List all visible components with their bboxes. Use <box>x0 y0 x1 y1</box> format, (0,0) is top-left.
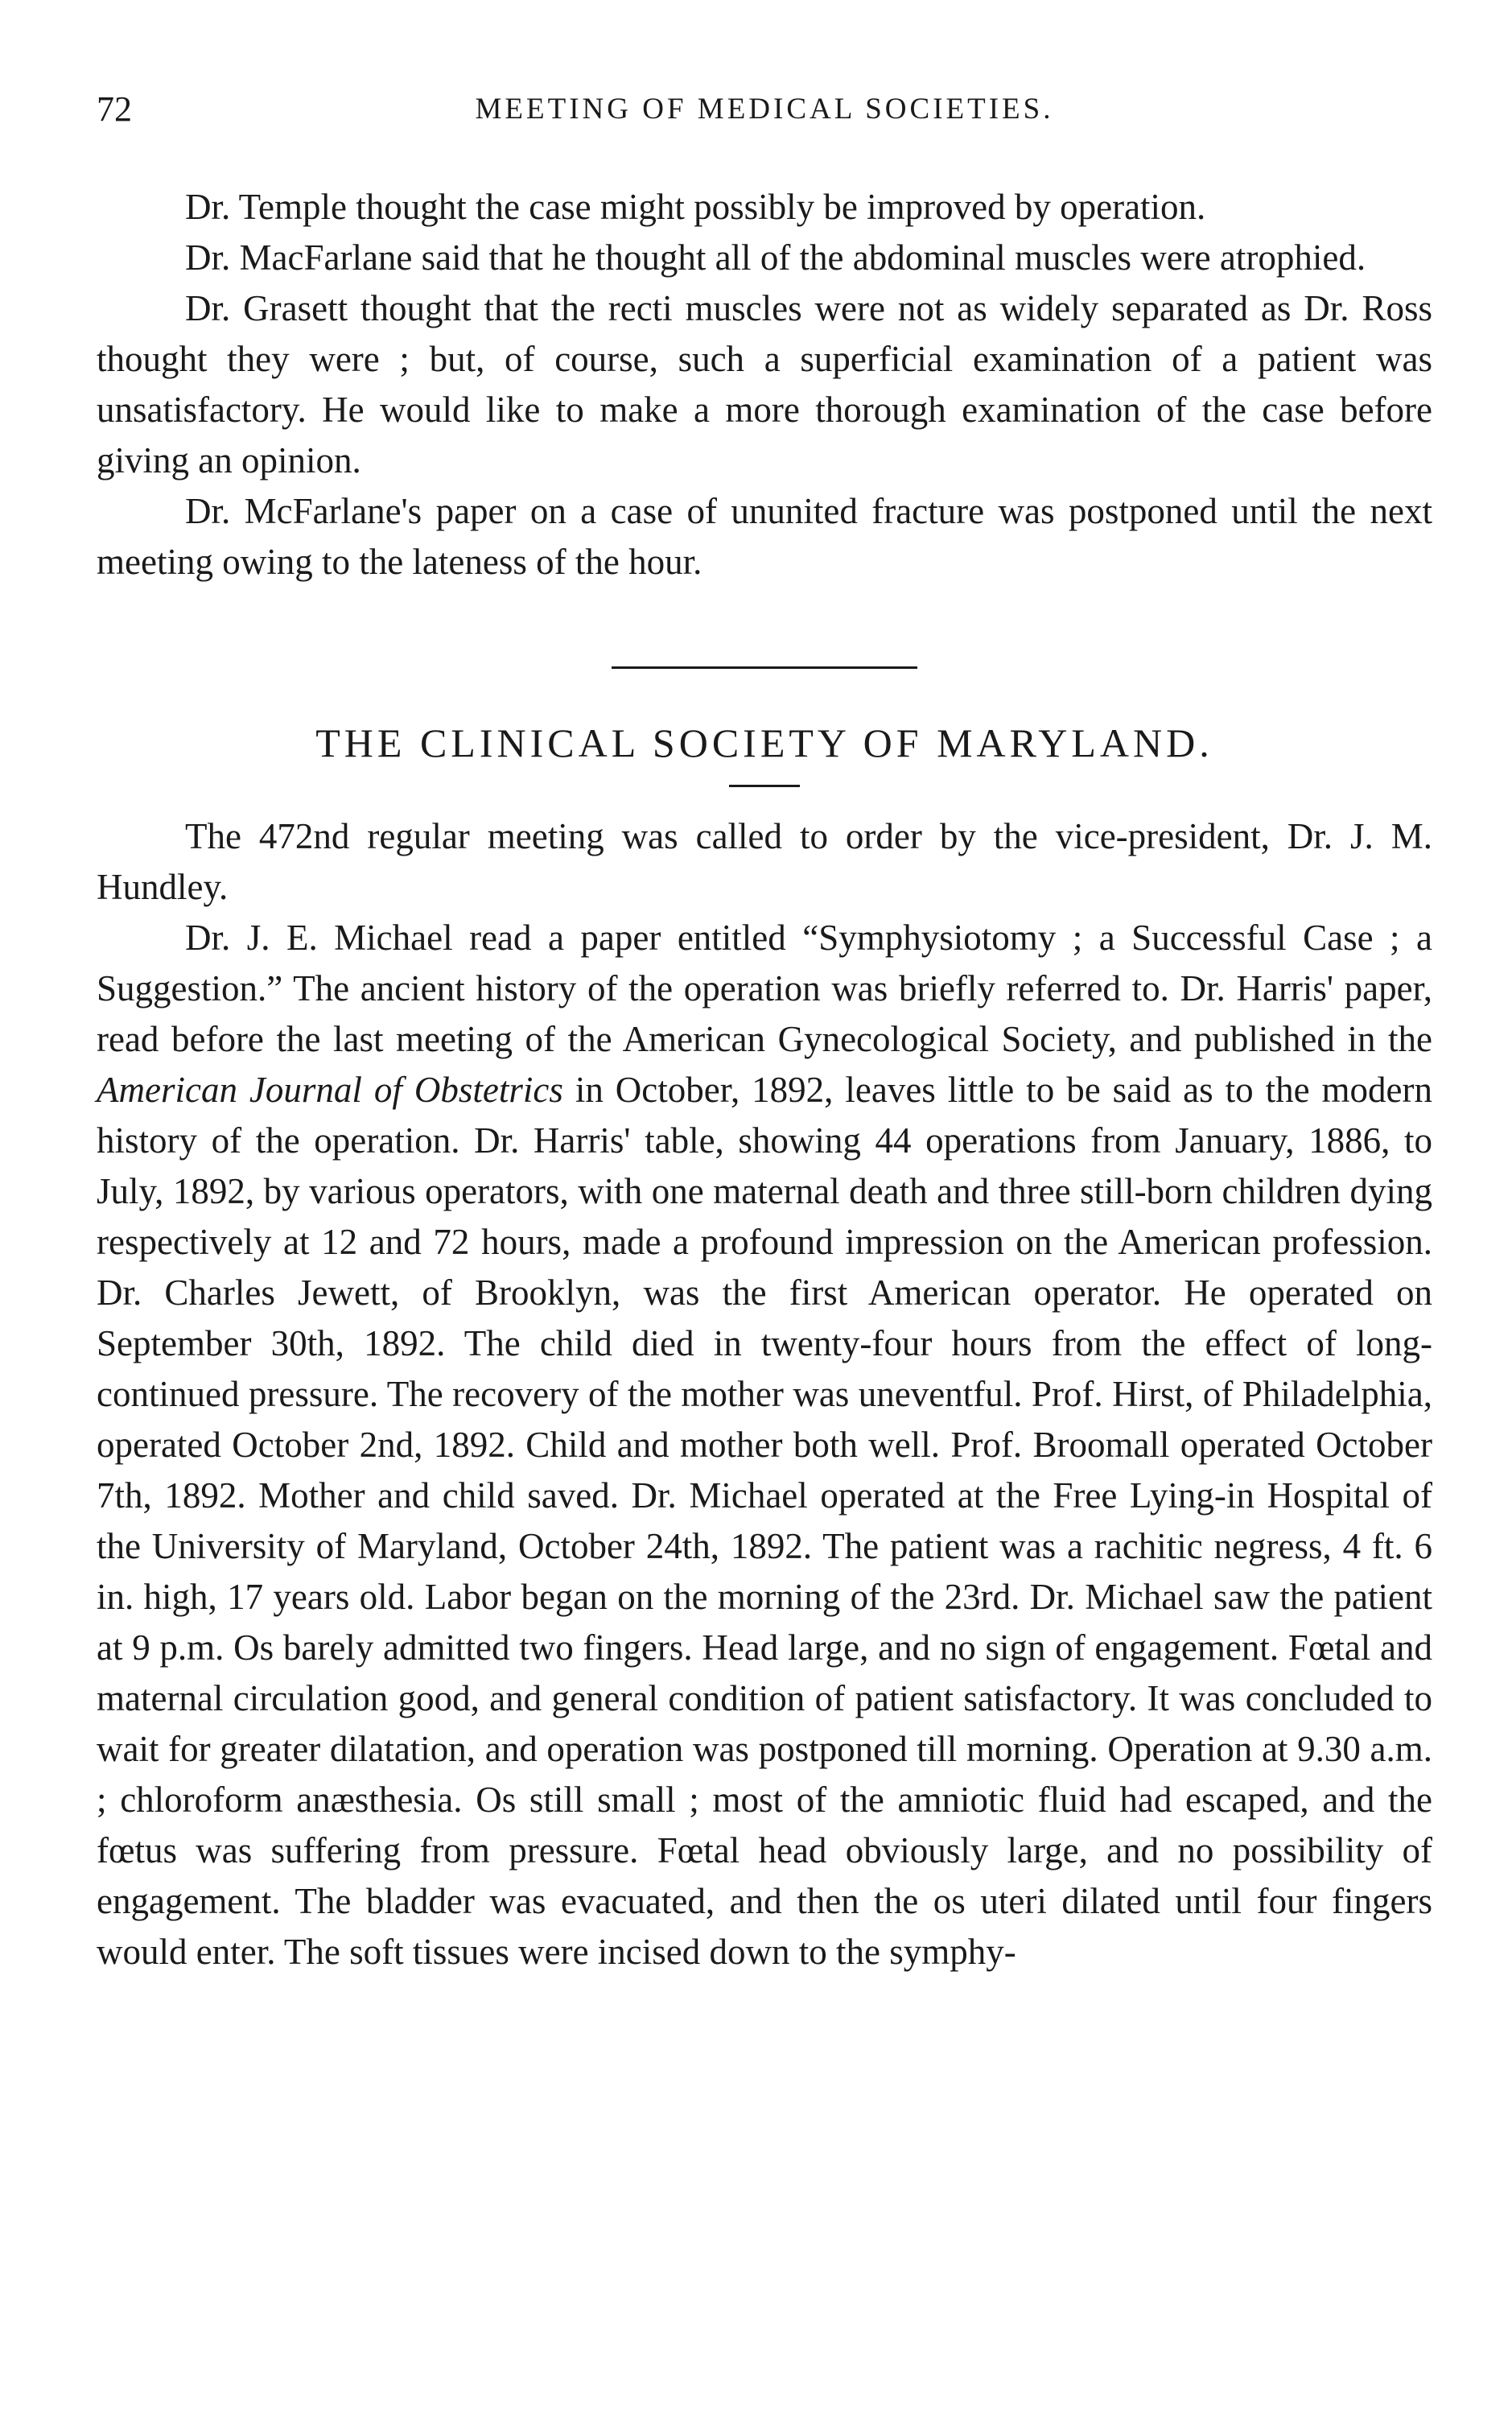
running-head: MEETING OF MEDICAL SOCIETIES. <box>475 93 1054 126</box>
paragraph-text-rest: in October, 1892, leaves little to be said as to the modern history of the operation. Dr. Harris' table, showing 44 operations from January, 1886, to July, 1892, by various operators, with one maternal death and three still-born children dying respectively at 12 and 72 hours, made a profound impression on the American profession. Dr. Charles Jewett, of Brooklyn, was the first American operator. He operated on September 30th, 1892. The child died in twenty-four hours from the effect of long-continued pressure. The recovery of the mother was uneventful. Prof. Hirst, of Philadelphia, operated October 2nd, 1892. Child and mother both well. Prof. Broomall operated October 7th, 1892. Mother and child saved. Dr. Michael operated at the Free Lying-in Hospital of the University of Maryland, October 24th, 1892. The patient was a rachitic negress, 4 ft. 6 in. high, 17 years old. Labor began on the morning of the 23rd. Dr. Michael saw the patient at 9 p.m. Os barely admitted two fingers. Head large, and no sign of engagement. Fœtal and maternal circulation good, and general condition of patient satisfactory. It was concluded to wait for greater dilatation, and operation was postponed till morning. Operation at 9.30 a.m. ; chloroform anæsthesia. Os still small ; most of the amniotic fluid had escaped, and the fœtus was suffering from pressure. Fœtal head obviously large, and no possibility of engagement. The bladder was evacuated, and then the os uteri dilated until four fingers would enter. The soft tissues were incised down to the symphy- <box>97 1070 1432 1972</box>
paragraph-temple: Dr. Temple thought the case might possibly be improved by operation. <box>185 187 1206 227</box>
paragraph-grasett: Dr. Grasett thought that the recti muscles were not as widely separated as Dr. Ross thought they were ; but, of course, such a superficial examination of a patient was unsatisfactory. He would like to make a more thorough examination of the case before giving an opinion. <box>97 288 1432 480</box>
paragraph-postponed: Dr. McFarlane's paper on a case of ununited fracture was postponed until the next meeting owing to the lateness of the hour. <box>97 491 1432 582</box>
paragraph-text-start: Dr. J. E. Michael read a paper entitled “Symphysiotomy ; a Successful Case ; a Suggestion.” The ancient history of the operation was briefly referred to. Dr. Harris' paper, read before the last meeting of the American Gynecological Society, and published in the <box>97 918 1432 1059</box>
section-divider <box>612 666 917 669</box>
page-header <box>97 89 1432 145</box>
page-number: 72 <box>97 89 132 129</box>
journal-title: American Journal of Obstetrics <box>97 1070 563 1110</box>
paragraph-macfarlane: Dr. MacFarlane said that he thought all of the abdominal muscles were atrophied. <box>185 237 1366 278</box>
book-page <box>97 89 1432 1978</box>
title-underline <box>729 785 800 787</box>
paragraph-symphysiotomy <box>97 913 1432 1978</box>
section-title: THE CLINICAL SOCIETY OF MARYLAND. <box>315 720 1213 765</box>
paragraph-meeting: The 472nd regular meeting was called to order by the vice-president, Dr. J. M. Hundley. <box>97 816 1432 907</box>
discussion-block <box>97 182 1432 588</box>
